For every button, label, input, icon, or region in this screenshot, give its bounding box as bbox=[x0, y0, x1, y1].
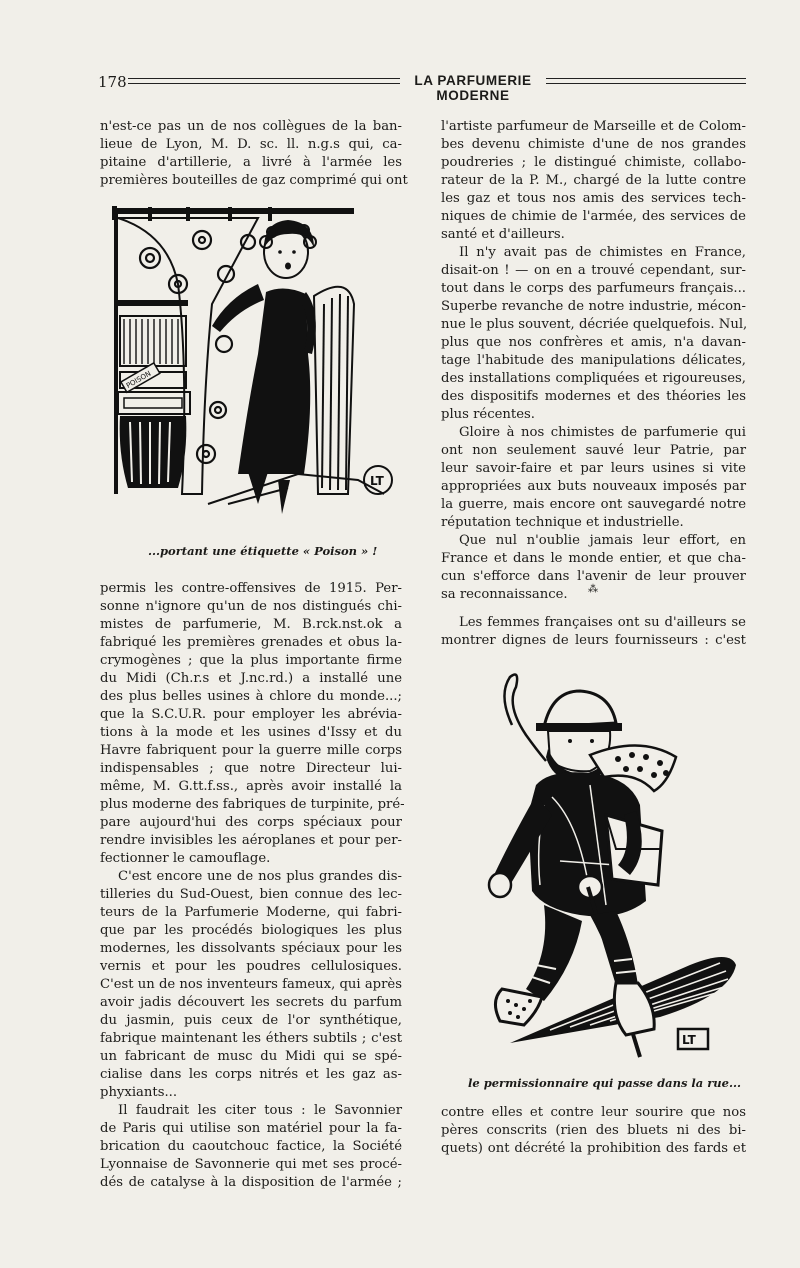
poison-bottle-label: POISON bbox=[125, 369, 153, 390]
caption-soldier: le permissionnaire qui passe dans la rue... bbox=[468, 1076, 741, 1090]
text-line: phyxiants... bbox=[100, 1085, 178, 1100]
text-line: niques de chimie de l'armée, des services de bbox=[441, 209, 746, 224]
text-line: tions à la mode et les usines d'Issy et du bbox=[100, 725, 402, 740]
text-line: ont non seulement sauvé leur Patrie, par bbox=[441, 443, 746, 458]
text-line: crymogènes ; que la plus importante firme bbox=[100, 653, 402, 668]
text-line: teurs de la Parfumerie Moderne, qui fabri- bbox=[100, 905, 402, 920]
text-line: poudreries ; le distingué chimiste, collabo- bbox=[441, 155, 746, 170]
journal-title: LA PARFUMERIE MODERNE bbox=[414, 73, 532, 103]
text-line: santé et d'ailleurs. bbox=[441, 227, 565, 242]
right-column-top bbox=[441, 118, 746, 604]
text-line: Les femmes françaises ont su d'ailleurs se bbox=[459, 615, 746, 630]
text-line: brication du caoutchouc factice, la Société bbox=[100, 1139, 402, 1154]
text-line: vernis et pour les poudres cellulosiques. bbox=[100, 959, 402, 974]
text-line: mistes de parfumerie, M. B.rck.nst.ok a bbox=[100, 617, 402, 632]
text-line: Lyonnaise de Savonnerie qui met ses procé- bbox=[100, 1157, 402, 1172]
text-line: sonne n'ignore qu'un de nos distingués chi- bbox=[100, 599, 402, 614]
illustration-soldier bbox=[440, 665, 740, 1065]
text-line: C'est encore une de nos plus grandes dis- bbox=[118, 869, 402, 884]
text-line: rateur de la P. M., chargé de la lutte contre bbox=[441, 173, 746, 188]
text-line: que par les procédés biologiques les plus bbox=[100, 923, 402, 938]
text-line: tilleries du Sud-Ouest, bien connue des lec- bbox=[100, 887, 402, 902]
text-line: C'est un de nos inventeurs fameux, qui après bbox=[100, 977, 402, 992]
text-line: premières bouteilles de gaz comprimé qui ont bbox=[100, 173, 408, 188]
text-line: des dispositifs modernes et des théories les bbox=[441, 389, 746, 404]
text-line: Gloire à nos chimistes de parfumerie qui bbox=[459, 425, 746, 440]
text-line: tage l'habitude des manipulations délicates, bbox=[441, 353, 746, 368]
left-column-bottom bbox=[100, 580, 405, 1192]
text-line: de Paris qui utilise son matériel pour la fa- bbox=[100, 1121, 402, 1136]
text-line: rendre invisibles les aéroplanes et pour per- bbox=[100, 833, 402, 848]
illustrator-monogram: LT bbox=[682, 1033, 696, 1047]
text-line: plus récentes. bbox=[441, 407, 535, 422]
text-line: bes devenu chimiste d'une de nos grandes bbox=[441, 137, 746, 152]
header-rule-right bbox=[546, 78, 746, 84]
text-line: Superbe revanche de notre industrie, mécon- bbox=[441, 299, 746, 314]
text-line: modernes, les dissolvants spéciaux pour les bbox=[100, 941, 402, 956]
text-line: avoir jadis découvert les secrets du parfum bbox=[100, 995, 402, 1010]
caption-woman-poison: ...portant une étiquette « Poison » ! bbox=[148, 544, 378, 558]
text-line: pitaine d'artillerie, a livré à l'armée les bbox=[100, 155, 402, 170]
illustrator-monogram: LT bbox=[370, 474, 384, 488]
text-line: des installations compliquées et rigoureuses, bbox=[441, 371, 746, 386]
text-line: la guerre, mais encore ont sauvegardé notre bbox=[441, 497, 746, 512]
text-line: montrer dignes de leurs fournisseurs : c'est bbox=[441, 633, 746, 648]
text-line: fabrique maintenant les éthers subtils ; c'est bbox=[100, 1031, 402, 1046]
text-line: réputation technique et industrielle. bbox=[441, 515, 684, 530]
left-column-top bbox=[100, 118, 408, 190]
text-line: du jasmin, puis ceux de l'or synthétique, bbox=[100, 1013, 402, 1028]
text-line: fabriqué les premières grenades et obus la- bbox=[100, 635, 402, 650]
text-line: indispensables ; que notre Directeur lui- bbox=[100, 761, 402, 776]
text-line: lieue de Lyon, M. D. sc. ll. n.g.s qui, ca- bbox=[100, 137, 402, 152]
text-line: nue le plus souvent, décriée quelquefois. Nul, bbox=[441, 317, 748, 332]
header-rule-left bbox=[128, 78, 400, 84]
illustration-woman-poison bbox=[108, 204, 408, 534]
text-line: Havre fabriquent pour la guerre mille corps bbox=[100, 743, 402, 758]
text-line: même, M. G.tt.f.ss., après avoir installé la bbox=[100, 779, 402, 794]
text-line: sa reconnaissance. bbox=[441, 587, 568, 602]
text-line: n'est-ce pas un de nos collègues de la ban- bbox=[100, 119, 402, 134]
text-line: disait-on ! — on en a trouvé cependant, sur- bbox=[441, 263, 746, 278]
text-line: fectionner le camouflage. bbox=[100, 851, 271, 866]
text-line: l'artiste parfumeur de Marseille et de Colom- bbox=[441, 119, 746, 134]
text-line: dés de catalyse à la disposition de l'armée ; bbox=[100, 1175, 402, 1190]
text-line: tout dans le corps des parfumeurs français... bbox=[441, 281, 746, 296]
text-line: leur savoir-faire et par leurs usines si vite bbox=[441, 461, 746, 476]
text-line: Il n'y avait pas de chimistes en France, bbox=[459, 245, 746, 260]
text-line: cun s'efforce dans l'avenir de leur prouver bbox=[441, 569, 746, 584]
text-line: cialise dans les corps nitrés et les gaz as- bbox=[100, 1067, 402, 1082]
text-line: plus moderne des fabriques de turpinite, pré- bbox=[100, 797, 405, 812]
text-line: pères conscrits (rien des bluets ni des bi- bbox=[441, 1123, 746, 1138]
text-line: que la S.C.U.R. pour employer les abrévia- bbox=[100, 707, 402, 722]
text-line: un fabricant de musc du Midi qui se spé- bbox=[100, 1049, 402, 1064]
right-column-middle bbox=[441, 614, 746, 650]
running-header bbox=[98, 72, 746, 103]
right-column-bottom bbox=[441, 1104, 746, 1158]
text-line: France et dans le monde entier, et que cha- bbox=[441, 551, 746, 566]
text-line: contre elles et contre leur sourire que nos bbox=[441, 1105, 746, 1120]
text-line: Il faudrait les citer tous : le Savonnier bbox=[118, 1103, 402, 1118]
text-line: pare aujourd'hui des corps spéciaux pour bbox=[100, 815, 402, 830]
page-number: 178 bbox=[98, 73, 127, 91]
section-separator: ⁂ bbox=[588, 584, 598, 595]
text-line: Que nul n'oublie jamais leur effort, en bbox=[459, 533, 746, 548]
text-line: des plus belles usines à chlore du monde...; bbox=[100, 689, 402, 704]
text-line: du Midi (Ch.r.s et J.nc.rd.) a installé une bbox=[100, 671, 402, 686]
text-line: permis les contre-offensives de 1915. Per- bbox=[100, 581, 402, 596]
text-line: appropriées aux buts nouveaux imposés par bbox=[441, 479, 746, 494]
text-line: plus que nos confrères et amis, n'a davan- bbox=[441, 335, 746, 350]
text-line: les gaz et tous nos amis des services tech- bbox=[441, 191, 746, 206]
text-line: quets) ont décrété la prohibition des fards et bbox=[441, 1141, 746, 1156]
